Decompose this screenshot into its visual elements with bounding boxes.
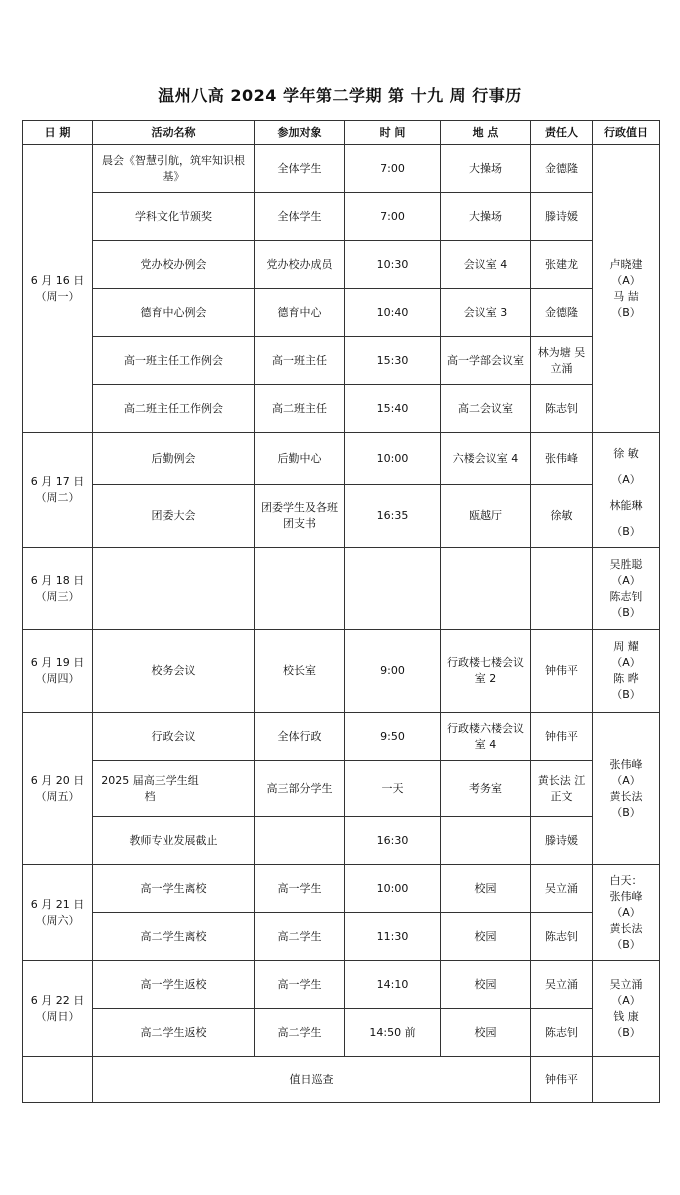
place-cell: 行政楼七楼会议室 2 xyxy=(441,630,531,713)
date-cell xyxy=(23,433,93,548)
duty-line: 张伟峰 xyxy=(609,757,643,771)
owner-cell: 金德隆 xyxy=(531,289,593,337)
time-cell: 16:30 xyxy=(345,817,441,865)
activity-cell: 高一班主任工作例会 xyxy=(93,337,255,385)
owner-cell: 吴立涌 xyxy=(531,961,593,1009)
duty-line: 张伟峰 xyxy=(609,889,643,903)
time-cell: 10:00 xyxy=(345,433,441,485)
time-cell: 9:50 xyxy=(345,713,441,761)
place-cell: 瓯越厅 xyxy=(441,485,531,548)
place-cell: 六楼会议室 4 xyxy=(441,433,531,485)
time-cell: 10:30 xyxy=(345,241,441,289)
schedule-table xyxy=(22,120,660,1103)
place-cell: 行政楼六楼会议室 4 xyxy=(441,713,531,761)
owner-cell: 黄长法 江正文 xyxy=(531,761,593,817)
time-cell: 11:30 xyxy=(345,913,441,961)
date-cell xyxy=(23,630,93,713)
time-cell: 9:00 xyxy=(345,630,441,713)
table-row xyxy=(23,713,660,761)
header-activity: 活动名称 xyxy=(93,121,255,145)
weekday-label: （周三） xyxy=(35,589,80,603)
activity-cell: 高二学生返校 xyxy=(93,1009,255,1057)
date-cell xyxy=(23,961,93,1057)
duty-line: 周 耀 xyxy=(613,640,639,653)
time-cell: 14:10 xyxy=(345,961,441,1009)
activity-cell: 后勤例会 xyxy=(93,433,255,485)
duty-cell xyxy=(593,433,660,548)
duty-line: 吴胜聪 xyxy=(609,557,643,571)
time-cell: 15:30 xyxy=(345,337,441,385)
duty-line: （A） xyxy=(611,273,641,287)
activity-cell: 高一学生离校 xyxy=(93,865,255,913)
duty-line: （A） xyxy=(611,993,641,1007)
weekday-label: （周五） xyxy=(35,789,80,803)
table-row xyxy=(23,1009,660,1057)
activity-cell: 学科文化节颁奖 xyxy=(93,193,255,241)
table-row xyxy=(23,865,660,913)
attendees-cell: 高二学生 xyxy=(255,1009,345,1057)
place-cell: 校园 xyxy=(441,961,531,1009)
activity-cell: 校务会议 xyxy=(93,630,255,713)
activity-cell: 团委大会 xyxy=(93,485,255,548)
header-row xyxy=(23,121,660,145)
place-cell xyxy=(441,817,531,865)
duty-line: （A） xyxy=(611,905,641,919)
place-cell: 大操场 xyxy=(441,193,531,241)
table-row xyxy=(23,761,660,817)
time-cell: 7:00 xyxy=(345,193,441,241)
owner-cell xyxy=(531,548,593,630)
table-row xyxy=(23,817,660,865)
table-row xyxy=(23,193,660,241)
owner-cell: 陈志钊 xyxy=(531,1009,593,1057)
duty-cell xyxy=(593,145,660,433)
activity-cell: 行政会议 xyxy=(93,713,255,761)
activity-cell: 党办校办例会 xyxy=(93,241,255,289)
duty-line: 钱 康 xyxy=(613,1009,639,1023)
duty-cell xyxy=(593,548,660,630)
owner-cell: 金德隆 xyxy=(531,145,593,193)
duty-line: （A） xyxy=(611,573,641,587)
page-title: 温州八高 2024 学年第二学期 第 十九 周 行事历 xyxy=(158,86,522,105)
date-cell xyxy=(23,865,93,961)
duty-cell xyxy=(593,713,660,865)
attendees-cell: 德育中心 xyxy=(255,289,345,337)
duty-line: （B） xyxy=(611,605,641,619)
place-cell: 校园 xyxy=(441,1009,531,1057)
place-cell: 会议室 3 xyxy=(441,289,531,337)
activity-cell: 高二班主任工作例会 xyxy=(93,385,255,433)
weekday-label: （周四） xyxy=(35,672,80,685)
attendees-cell: 后勤中心 xyxy=(255,433,345,485)
attendees-cell: 团委学生及各班团支书 xyxy=(255,485,345,548)
attendees-cell: 全体行政 xyxy=(255,713,345,761)
place-cell: 会议室 4 xyxy=(441,241,531,289)
owner-cell: 陈志钊 xyxy=(531,913,593,961)
duty-line: 徐 敏 xyxy=(613,447,639,460)
duty-line: （B） xyxy=(611,1025,641,1039)
attendees-cell xyxy=(255,817,345,865)
attendees-cell: 高二班主任 xyxy=(255,385,345,433)
activity-cell: 高一学生返校 xyxy=(93,961,255,1009)
time-cell: 14:50 前 xyxy=(345,1009,441,1057)
time-cell: 一天 xyxy=(345,761,441,817)
date-label: 6 月 19 日 xyxy=(30,656,85,669)
duty-line: （B） xyxy=(611,805,641,819)
duty-line: （A） xyxy=(611,473,641,486)
place-cell: 校园 xyxy=(441,913,531,961)
attendees-cell: 校长室 xyxy=(255,630,345,713)
duty-line: 马 喆 xyxy=(613,289,639,303)
activity-cell: 2025 届高三学生组档 xyxy=(93,761,255,817)
attendees-cell: 高一学生 xyxy=(255,865,345,913)
header-attendees: 参加对象 xyxy=(255,121,345,145)
duty-line: 黄长法 xyxy=(609,921,643,935)
duty-cell xyxy=(593,961,660,1057)
time-cell: 15:40 xyxy=(345,385,441,433)
footer-date-cell xyxy=(23,1057,93,1103)
time-cell: 10:00 xyxy=(345,865,441,913)
duty-line: （A） xyxy=(611,773,641,787)
owner-cell: 张建龙 xyxy=(531,241,593,289)
date-label: 6 月 17 日 xyxy=(30,475,85,488)
duty-line: 卢晓建 xyxy=(609,257,643,271)
attendees-cell: 党办校办成员 xyxy=(255,241,345,289)
weekday-label: （周日） xyxy=(35,1009,80,1023)
table-row xyxy=(23,145,660,193)
owner-cell: 徐敏 xyxy=(531,485,593,548)
weekday-label: （周一） xyxy=(35,289,80,303)
duty-line: （B） xyxy=(611,305,641,319)
date-cell xyxy=(23,145,93,433)
table-row xyxy=(23,1057,660,1103)
owner-cell: 钟伟平 xyxy=(531,630,593,713)
header-date: 日 期 xyxy=(23,121,93,145)
weekday-label: （周二） xyxy=(35,491,80,504)
date-label: 6 月 18 日 xyxy=(30,573,85,587)
attendees-cell xyxy=(255,548,345,630)
activity-cell xyxy=(93,548,255,630)
footer-duty-cell xyxy=(593,1057,660,1103)
weekday-label: （周六） xyxy=(35,913,80,927)
duty-line: 吴立涌 xyxy=(609,977,643,991)
place-cell: 考务室 xyxy=(441,761,531,817)
owner-cell: 林为塘 吴立涌 xyxy=(531,337,593,385)
duty-line: 黄长法 xyxy=(609,789,643,803)
header-duty: 行政值日 xyxy=(593,121,660,145)
header-owner: 责任人 xyxy=(531,121,593,145)
activity-cell: 晨会《智慧引航，筑牢知识根基》 xyxy=(93,145,255,193)
table-row xyxy=(23,630,660,713)
attendees-cell: 高一学生 xyxy=(255,961,345,1009)
table-row xyxy=(23,337,660,385)
activity-cell: 德育中心例会 xyxy=(93,289,255,337)
date-label: 6 月 21 日 xyxy=(30,897,85,911)
attendees-cell: 高二学生 xyxy=(255,913,345,961)
duty-cell xyxy=(593,630,660,713)
footer-owner-cell: 钟伟平 xyxy=(531,1057,593,1103)
owner-cell: 张伟峰 xyxy=(531,433,593,485)
place-cell xyxy=(441,548,531,630)
owner-cell: 吴立涌 xyxy=(531,865,593,913)
owner-cell: 滕诗媛 xyxy=(531,193,593,241)
duty-line: 陈志钊 xyxy=(609,589,643,603)
attendees-cell: 高一班主任 xyxy=(255,337,345,385)
date-label: 6 月 22 日 xyxy=(30,993,85,1007)
duty-line: （B） xyxy=(611,688,641,701)
duty-cell xyxy=(593,865,660,961)
duty-line: 陈 晔 xyxy=(613,672,639,685)
table-row xyxy=(23,548,660,630)
time-cell: 10:40 xyxy=(345,289,441,337)
date-cell xyxy=(23,548,93,630)
table-row xyxy=(23,913,660,961)
table-row xyxy=(23,241,660,289)
owner-cell: 陈志钊 xyxy=(531,385,593,433)
duty-line: （B） xyxy=(611,525,641,538)
duty-line: 林能琳 xyxy=(609,499,643,512)
table-row xyxy=(23,485,660,548)
duty-line: （A） xyxy=(611,656,641,669)
place-cell: 高一学部会议室 xyxy=(441,337,531,385)
time-cell xyxy=(345,548,441,630)
activity-cell: 高二学生离校 xyxy=(93,913,255,961)
owner-cell: 钟伟平 xyxy=(531,713,593,761)
place-cell: 大操场 xyxy=(441,145,531,193)
date-label: 6 月 20 日 xyxy=(30,773,85,787)
owner-cell: 滕诗媛 xyxy=(531,817,593,865)
footer-activity-cell: 值日巡查 xyxy=(93,1057,531,1103)
date-label: 6 月 16 日 xyxy=(30,273,85,287)
place-cell: 高二会议室 xyxy=(441,385,531,433)
attendees-cell: 高三部分学生 xyxy=(255,761,345,817)
attendees-cell: 全体学生 xyxy=(255,145,345,193)
duty-line: （B） xyxy=(611,937,641,951)
activity-cell: 教师专业发展截止 xyxy=(93,817,255,865)
time-cell: 7:00 xyxy=(345,145,441,193)
header-time: 时 间 xyxy=(345,121,441,145)
header-place: 地 点 xyxy=(441,121,531,145)
date-cell xyxy=(23,713,93,865)
table-row xyxy=(23,961,660,1009)
duty-line: 白天： xyxy=(609,873,643,887)
place-cell: 校园 xyxy=(441,865,531,913)
table-row xyxy=(23,433,660,485)
attendees-cell: 全体学生 xyxy=(255,193,345,241)
time-cell: 16:35 xyxy=(345,485,441,548)
table-row xyxy=(23,385,660,433)
table-row xyxy=(23,289,660,337)
